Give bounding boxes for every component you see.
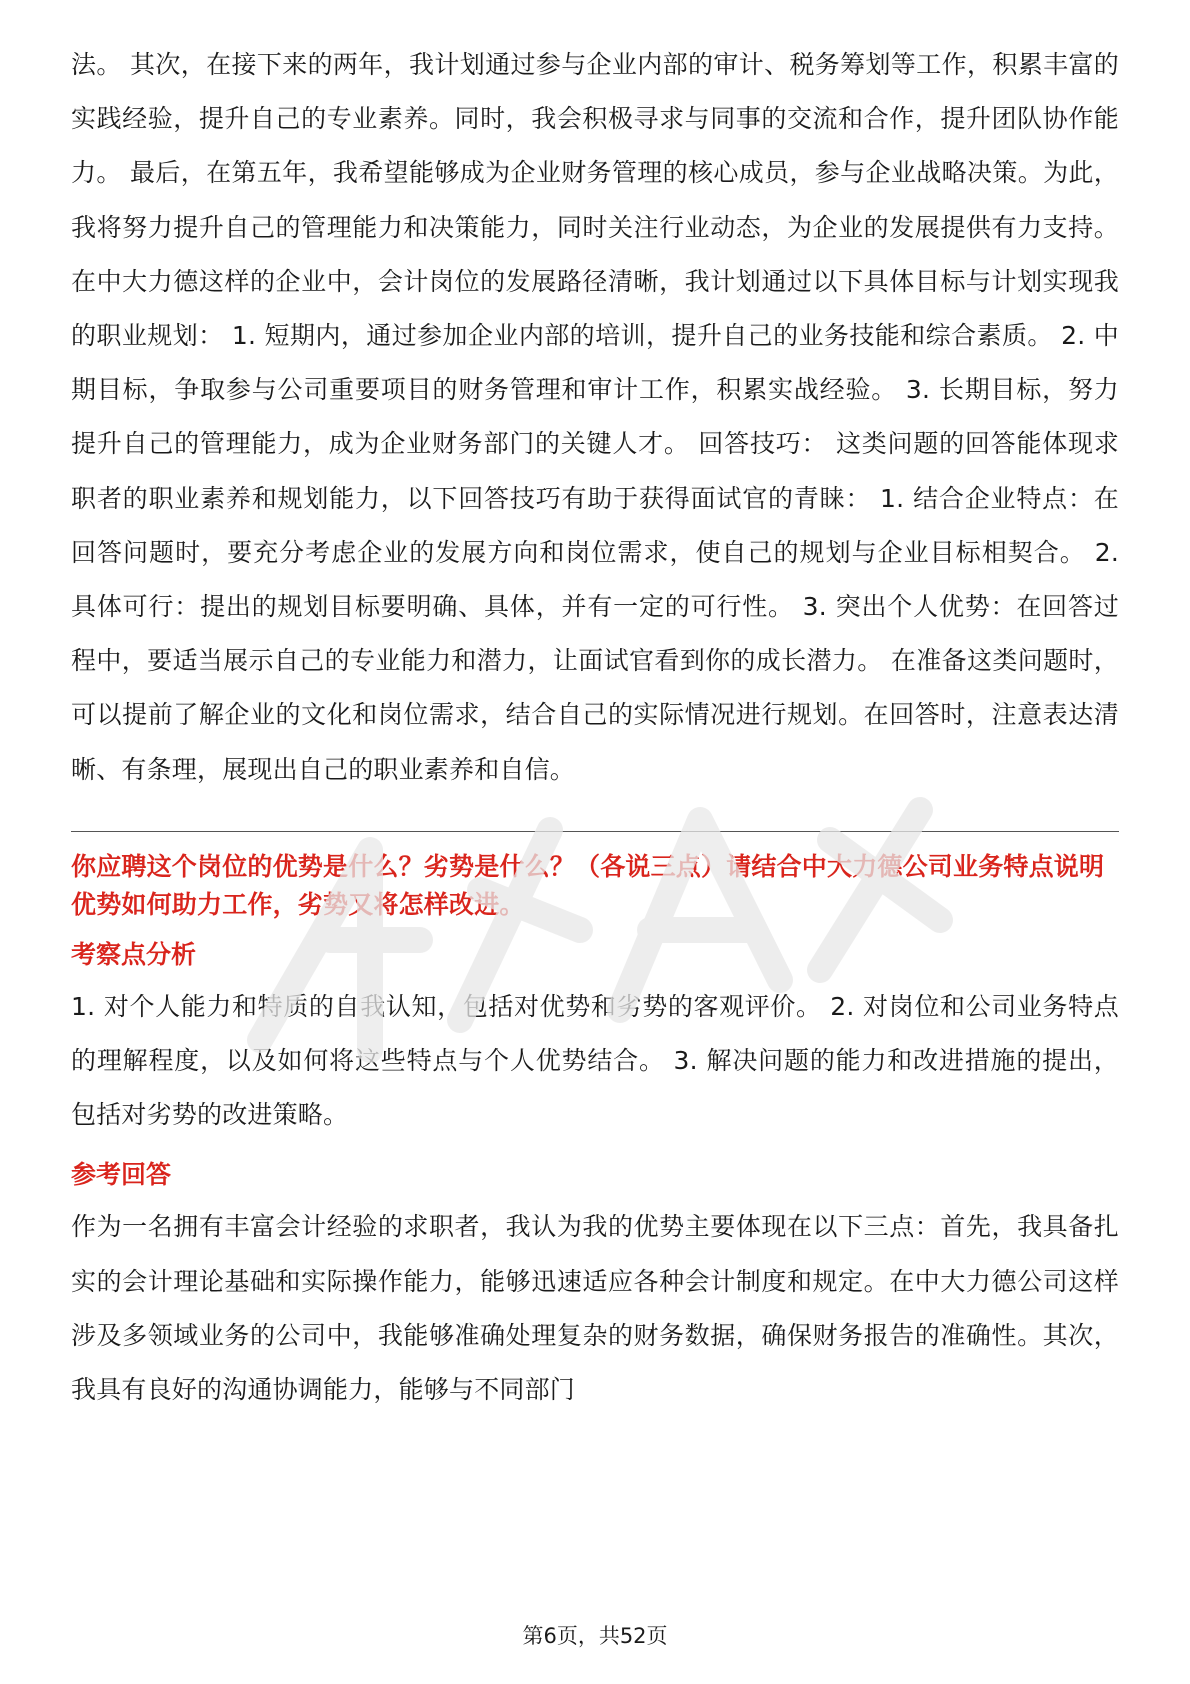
section-divider: [71, 831, 1119, 832]
page-footer: 第6页，共52页: [522, 1624, 668, 1648]
reference-answer-paragraph: 作为一名拥有丰富会计经验的求职者，我认为我的优势主要体现在以下三点：首先，我具备扎实的会计理论基础和实际操作能力，能够迅速适应各种会计制度和规定。在中大力德公司这样涉及多领域业务的公司中，我能够准确处理复杂的财务数据，确保财务报告的准确性。其次，我具有良好的沟通协调能力，能够与不同部门: [71, 1212, 1119, 1405]
analysis-heading: 考察点分析: [71, 939, 197, 969]
document-body: [71, 38, 1119, 1417]
interview-question: 你应聘这个岗位的优势是什么？劣势是什么？（各说三点）请结合中大力德公司业务特点说明优势如何助力工作，劣势又将怎样改进。: [71, 851, 1105, 919]
reference-answer-heading: 参考回答: [71, 1160, 172, 1190]
analysis-paragraph: 1. 对个人能力和特质的自我认知，包括对优势和劣势的客观评价。 2. 对岗位和公司业务特点的理解程度，以及如何将这些特点与个人优势结合。 3. 解决问题的能力和改进措施的提出，包括对劣势的改进策略。: [71, 991, 1119, 1130]
continuation-paragraph: 法。 其次，在接下来的两年，我计划通过参与企业内部的审计、税务筹划等工作，积累丰富的实践经验，提升自己的专业素养。同时，我会积极寻求与同事的交流和合作，提升团队协作能力。 最后，在第五年，我希望能够成为企业财务管理的核心成员，参与企业战略决策。为此，我将努力提升自己的管理能力和决策能力，同时关注行业动态，为企业的发展提供有力支持。 在中大力德这样的企业中，会计岗位的发展路径清晰，我计划通过以下具体目标与计划实现我的职业规划： 1. 短期内，通过参加企业内部的培训，提升自己的业务技能和综合素质。 2. 中期目标，争取参与公司重要项目的财务管理和审计工作，积累实战经验。 3. 长期目标，努力提升自己的管理能力，成为企业财务部门的关键人才。 回答技巧： 这类问题的回答能体现求职者的职业素养和规划能力，以下回答技巧有助于获得面试官的青睐： 1. 结合企业特点：在回答问题时，要充分考虑企业的发展方向和岗位需求，使自己的规划与企业目标相契合。 2. 具体可行：提出的规划目标要明确、具体，并有一定的可行性。 3. 突出个人优势：在回答过程中，要适当展示自己的专业能力和潜力，让面试官看到你的成长潜力。 在准备这类问题时，可以提前了解企业的文化和岗位需求，结合自己的实际情况进行规划。在回答时，注意表达清晰、有条理，展现出自己的职业素养和自信。: [71, 50, 1119, 784]
